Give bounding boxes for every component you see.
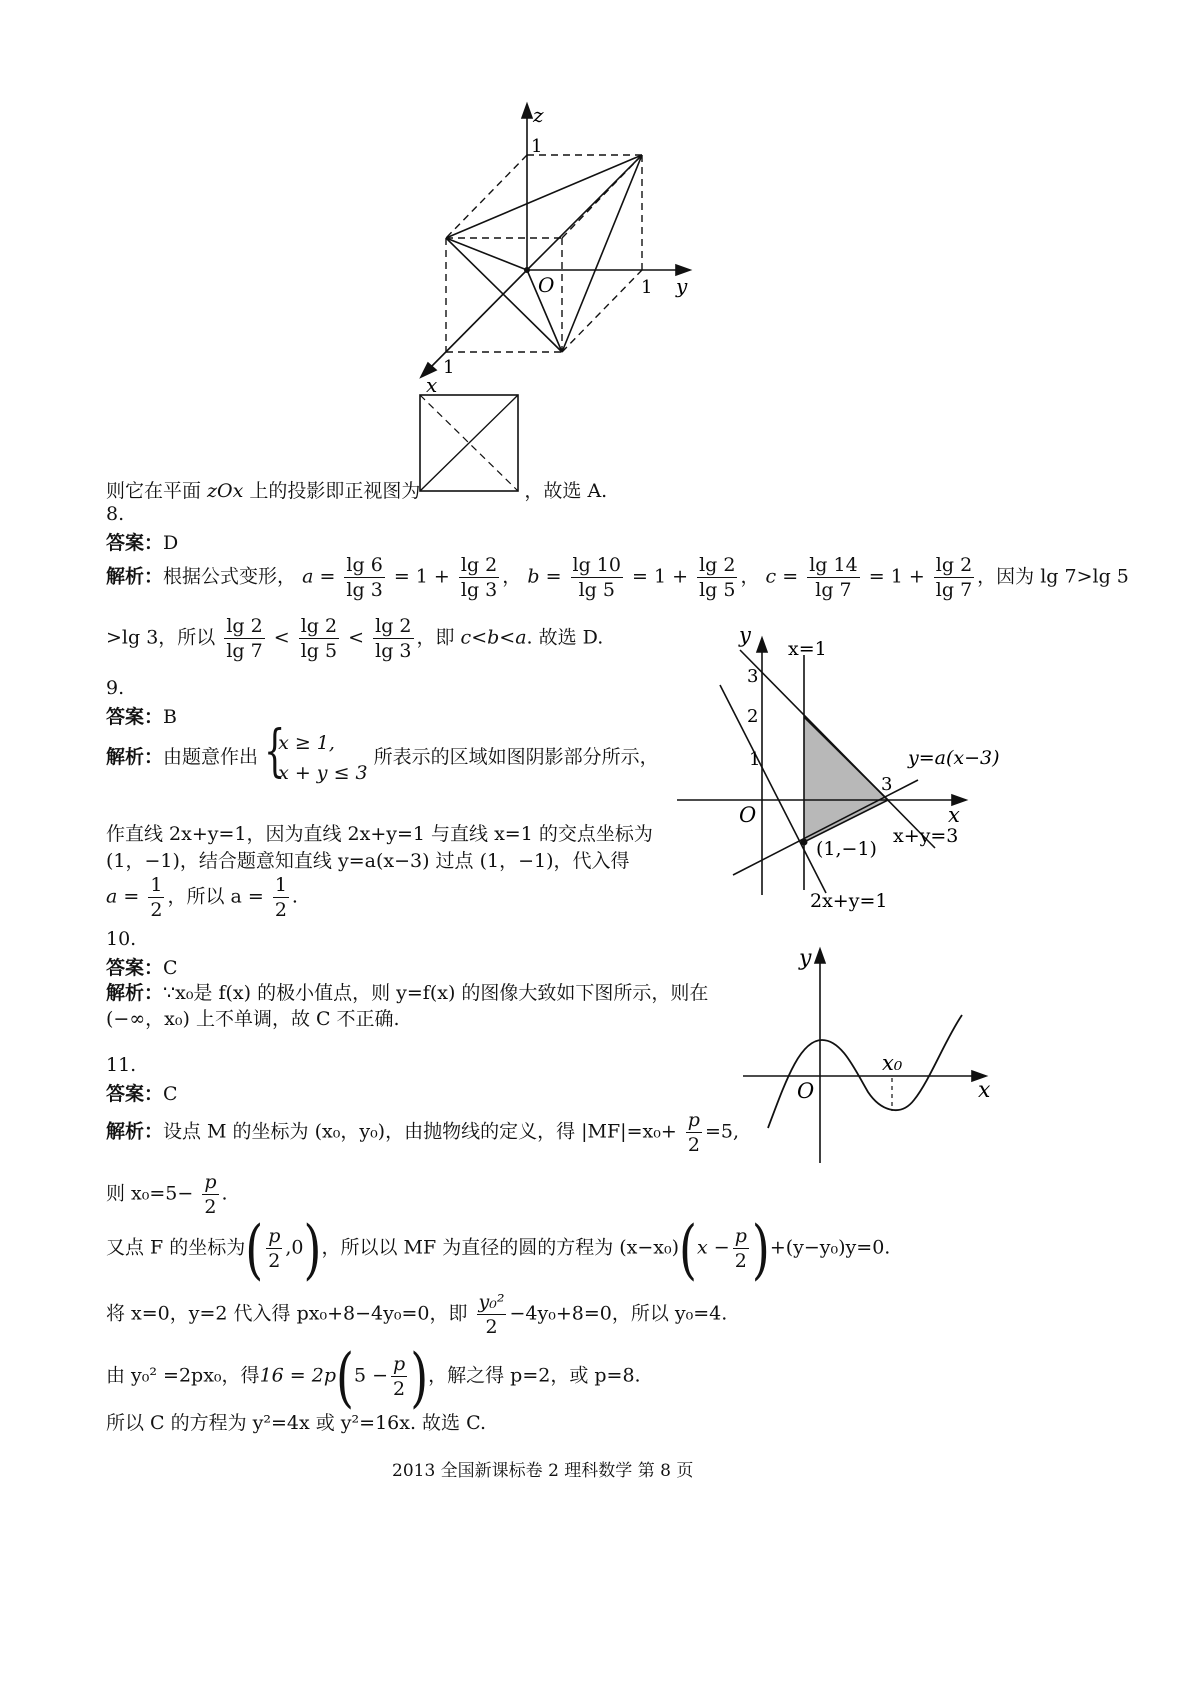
q11-text: 16 = 2p <box>259 1364 336 1387</box>
q11-text: x − <box>697 1236 730 1259</box>
brace-icon: { <box>264 719 286 784</box>
q8-answer-label: 答案： <box>106 532 164 554</box>
eq: = <box>319 565 336 588</box>
graph9-y-label: y <box>739 623 751 647</box>
origin-label: O <box>538 273 555 297</box>
q7-text-1: 则它在平面 <box>106 480 208 502</box>
q11-explanation-line-1 <box>106 1108 739 1157</box>
q10-explanation-line-2: (−∞，x₀) 上不单调，故 C 不正确. <box>106 1008 400 1030</box>
tick-x-one: 1 <box>443 357 455 378</box>
num: lg 6 <box>346 554 383 576</box>
num: lg 14 <box>809 554 858 576</box>
eq: = <box>782 565 799 588</box>
q8-number: 8. <box>106 503 125 525</box>
den: lg 3 <box>460 579 498 601</box>
frac-half <box>148 873 164 922</box>
q7-conclusion <box>106 476 607 503</box>
q9-explanation-line-2: 作直线 2x+y=1，因为直线 2x+y=1 与直线 x=1 的交点坐标为 <box>106 823 653 845</box>
q8-answer-value: D <box>163 532 179 554</box>
q7-text-4: ，故选 A. <box>524 480 608 502</box>
den: lg 7 <box>815 579 852 601</box>
den: 2 <box>687 1134 700 1156</box>
num: lg 2 <box>300 615 338 637</box>
q10-number: 10. <box>106 928 137 950</box>
sys-row-2: x + y ≤ 3 <box>278 762 368 784</box>
den: 2 <box>268 1250 281 1272</box>
graph9-origin: O <box>739 803 757 827</box>
eq-plus: = 1 + <box>632 565 689 588</box>
q11-text: ,0 <box>285 1236 304 1259</box>
inequality-system <box>264 719 368 788</box>
den: 2 <box>734 1250 747 1272</box>
q8-text: >lg 3，所以 <box>106 626 216 649</box>
tick-y-one: 1 <box>641 277 653 298</box>
den: lg 5 <box>699 579 736 601</box>
frac-p-2 <box>733 1224 749 1273</box>
q11-text: =5, <box>704 1120 740 1143</box>
q9-text: a = <box>106 885 140 908</box>
lt: < <box>273 626 290 649</box>
graph10-x0-label: x₀ <box>882 1051 903 1075</box>
frac-lg2-lg7 <box>224 614 264 663</box>
q9-explanation-line-4 <box>106 873 298 922</box>
q9-answer-value: B <box>163 706 177 728</box>
graph9-line-xy3: x+y=3 <box>893 825 959 847</box>
frac-y0sq-2 <box>477 1290 507 1339</box>
linear-programming-graph <box>670 620 1010 920</box>
comma: ， <box>502 565 522 588</box>
num: lg 2 <box>375 615 412 637</box>
q7-text-3: 上的投影即正视图为 <box>243 480 421 502</box>
function-graph <box>740 945 1000 1170</box>
num: lg 2 <box>460 554 498 576</box>
tick-z-one: 1 <box>531 136 543 157</box>
den: 2 <box>150 899 163 921</box>
q11-answer <box>106 1079 178 1106</box>
num: 1 <box>150 874 163 896</box>
q11-text: −4y₀+8=0，所以 y₀=4. <box>509 1302 728 1325</box>
den: lg 7 <box>935 579 973 601</box>
q11-answer-value: C <box>163 1083 178 1105</box>
q9-explanation-line-3: (1，−1)，结合题意知直线 y=a(x−3) 过点 (1，−1)，代入得 <box>106 850 630 872</box>
q11-explanation-line-4 <box>106 1290 727 1339</box>
graph9-tick-1: 1 <box>749 749 761 770</box>
q9-answer <box>106 702 177 729</box>
den: lg 5 <box>300 640 338 662</box>
graph9-tick-x3: 3 <box>881 774 893 795</box>
num: y₀² <box>478 1291 505 1313</box>
den: lg 3 <box>346 579 383 601</box>
q10-answer-value: C <box>163 957 178 979</box>
num: lg 10 <box>572 554 621 576</box>
cube-3d-figure <box>410 100 710 400</box>
var-a: a <box>302 565 314 588</box>
comma: ， <box>740 565 760 588</box>
q11-text: +(y−y₀)y=0. <box>769 1236 891 1259</box>
q8-text: 根据公式变形， <box>163 565 297 588</box>
eq-plus: = 1 + <box>393 565 450 588</box>
q11-explanation-line-6: 所以 C 的方程为 y²=4x 或 y²=16x. 故选 C. <box>106 1412 486 1434</box>
den: 2 <box>204 1196 217 1218</box>
left-paren-icon: ( <box>245 1210 264 1287</box>
frac-half <box>273 873 289 922</box>
q9-explanation-line-1 <box>106 719 659 788</box>
axis-z-label: z <box>533 103 544 127</box>
num: p <box>393 1353 406 1375</box>
graph9-line-2xy1: 2x+y=1 <box>810 890 888 912</box>
q11-explanation-line-5 <box>106 1338 641 1415</box>
q8-text: . 故选 D. <box>526 626 604 649</box>
q10-exp-label: 解析： <box>106 982 164 1004</box>
num: p <box>687 1109 700 1131</box>
q8-answer <box>106 528 178 555</box>
q11-text: 设点 M 的坐标为 (x₀，y₀)，由抛物线的定义，得 |MF|=x₀+ <box>163 1120 677 1143</box>
num: p <box>734 1225 747 1247</box>
left-paren-icon: ( <box>336 1338 354 1415</box>
num: lg 2 <box>226 615 263 637</box>
den: 2 <box>485 1316 498 1338</box>
right-paren-icon: ) <box>751 1210 770 1287</box>
q11-text: . <box>221 1182 228 1205</box>
q8-text-end: ，因为 lg 7>lg 5 <box>977 565 1129 588</box>
graph10-origin: O <box>797 1079 815 1103</box>
den: 2 <box>274 899 287 921</box>
frac-lg2-lg5 <box>299 614 339 663</box>
sys-row-1: x ≥ 1, <box>278 732 335 754</box>
q11-explanation-line-3 <box>106 1210 891 1287</box>
q9-text: 由题意作出 <box>163 746 259 768</box>
graph9-line-x1: x=1 <box>788 638 827 660</box>
graph9-x-label: x <box>948 803 960 827</box>
graph9-tick-2: 2 <box>747 706 759 727</box>
q9-text: ，所以 a = <box>167 885 264 908</box>
num: lg 2 <box>699 554 736 576</box>
q8-exp-label: 解析： <box>106 565 164 588</box>
den: 2 <box>393 1378 406 1400</box>
q11-text: 又点 F 的坐标为 <box>106 1236 246 1259</box>
q10-answer-label: 答案： <box>106 957 164 979</box>
var-b: b <box>527 565 540 588</box>
page-footer: 2013 全国新课标卷 2 理科数学 第 8 页 <box>392 1461 694 1481</box>
q9-text: 所表示的区域如图阴影部分所示， <box>373 746 659 768</box>
q11-text: 5 − <box>353 1364 389 1387</box>
q11-exp-label: 解析： <box>106 1120 164 1143</box>
frac-lg2-lg3 <box>373 614 413 663</box>
frac-lg6-lg3 <box>344 553 384 602</box>
q9-exp-label: 解析： <box>106 746 164 768</box>
frac-lg2-lg3 <box>459 553 499 602</box>
den: lg 7 <box>226 640 263 662</box>
q10-explanation-line-1 <box>106 978 708 1005</box>
right-paren-icon: ) <box>410 1338 429 1415</box>
q11-answer-label: 答案： <box>106 1083 164 1105</box>
frac-lg10-lg5 <box>571 553 623 602</box>
q11-text: 由 y₀² =2px₀，得 <box>106 1364 260 1387</box>
den: lg 5 <box>578 579 615 601</box>
den: lg 3 <box>375 640 412 662</box>
var-c: c <box>765 565 777 588</box>
q11-number: 11. <box>106 1054 137 1076</box>
q7-plane: zOx <box>207 480 244 502</box>
lt: < <box>348 626 365 649</box>
q10-text: ∵x₀是 f(x) 的极小值点，则 y=f(x) 的图像大致如下图所示，则在 <box>163 982 709 1004</box>
num: p <box>204 1171 217 1193</box>
q11-text: ，所以以 MF 为直径的圆的方程为 (x−x₀) <box>321 1236 680 1259</box>
num: p <box>268 1225 281 1247</box>
q9-answer-label: 答案： <box>106 706 164 728</box>
q10-answer <box>106 953 178 980</box>
dot: . <box>291 885 298 908</box>
q11-text: 将 x=0，y=2 代入得 px₀+8−4y₀=0，即 <box>106 1302 468 1325</box>
frac-p-2 <box>202 1170 218 1219</box>
q8-explanation-line-2 <box>106 614 603 663</box>
axis-x-label: x <box>426 373 438 397</box>
q8-inequality: c<b<a <box>460 626 527 649</box>
graph9-tick-3: 3 <box>747 666 759 687</box>
q11-text: 则 x₀=5− <box>106 1182 194 1205</box>
graph10-y-label: y <box>799 946 812 971</box>
q11-explanation-line-2 <box>106 1170 228 1219</box>
frac-p-2 <box>266 1224 282 1273</box>
graph9-point: (1,−1) <box>816 838 877 860</box>
frac-lg2-lg5 <box>697 553 737 602</box>
graph10-x-label: x <box>978 1078 991 1103</box>
left-paren-icon: ( <box>679 1210 697 1287</box>
q8-explanation-line-1 <box>106 553 1129 602</box>
num: lg 2 <box>935 554 973 576</box>
frac-p-2 <box>391 1352 407 1401</box>
frac-lg14-lg7 <box>807 553 859 602</box>
eq-plus: = 1 + <box>868 565 925 588</box>
eq: = <box>545 565 562 588</box>
right-paren-icon: ) <box>303 1210 322 1287</box>
graph9-line-ya: y=a(x−3) <box>908 747 1000 769</box>
frac-lg2-lg7 <box>934 553 974 602</box>
q8-text: ，即 <box>416 626 461 649</box>
num: 1 <box>274 874 287 896</box>
q9-number: 9. <box>106 677 125 699</box>
axis-y-label: y <box>676 274 688 298</box>
frac-p-2 <box>686 1108 702 1157</box>
q11-text: ，解之得 p=2，或 p=8. <box>428 1364 641 1387</box>
